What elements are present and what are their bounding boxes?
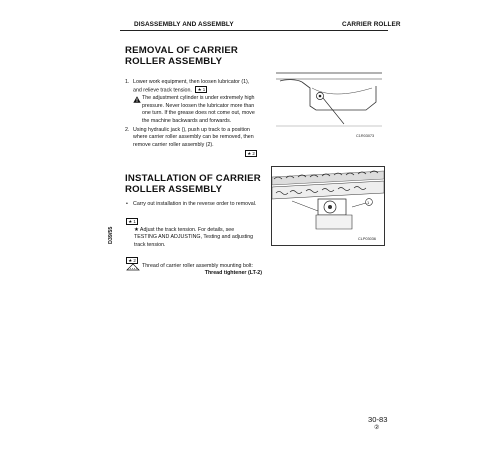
page-number: 30-83 <box>368 415 388 424</box>
track-carrier-roller-illustration <box>272 167 384 245</box>
header-chapter-title: CARRIER ROLLER <box>342 21 401 28</box>
side-tab-model: D39/55 <box>108 226 114 244</box>
note-ref: ★ 1 <box>195 86 207 93</box>
removal-figure <box>276 66 382 142</box>
note-ref-1: ★ 1 <box>126 218 138 225</box>
track-lubricator-illustration <box>276 66 382 142</box>
header-section-title: DISASSEMBLY AND ASSEMBLY <box>134 21 234 28</box>
step-text: Using hydraulic jack (), push up track to a position where carrier roller assembly can be removed, then remove carrier roller assembly (2). <box>133 127 254 148</box>
warning-triangle-icon <box>133 96 141 103</box>
page-revision: ② <box>374 425 380 431</box>
step-number: 2. <box>125 127 130 133</box>
header-rule <box>120 30 388 31</box>
installation-title: INSTALLATION OF CARRIER ROLLER ASSEMBLY <box>125 173 261 195</box>
warning-text: The adjustment cylinder is under extremely high pressure. Never loosen the lubricator more than one turn. If the grease does not come out, move the machine backwards and forwards. <box>142 95 255 124</box>
installation-figure <box>271 166 385 246</box>
figure-callout-number: 1 <box>367 199 370 205</box>
note-2-line1: Thread of carrier roller assembly mounting bolt: <box>142 263 253 269</box>
figure-code: CLP03036 <box>358 237 376 241</box>
step-number: 1. <box>125 79 130 85</box>
thread-tightener-icon <box>126 263 140 271</box>
note-ref-2: ★ 2 <box>126 257 138 264</box>
note-1-text: ★ Adjust the track tension. For details, see TESTING AND ADJUSTING, Testing and adjusting track tension. <box>134 227 254 248</box>
step-text: Lower work equipment, then loosen lubricator (1), and relieve track tension. <box>133 79 250 94</box>
note-ref: ★ 2 <box>245 150 257 157</box>
note-2-line2: Thread tightener (LT-2) <box>204 270 262 277</box>
removal-title: REMOVAL OF CARRIER ROLLER ASSEMBLY <box>125 45 239 67</box>
bullet: • <box>126 201 128 207</box>
installation-text: Carry out installation in the reverse order to removal. <box>133 201 257 207</box>
note-2-text <box>142 263 262 278</box>
figure-code: C1R03073 <box>356 134 375 138</box>
